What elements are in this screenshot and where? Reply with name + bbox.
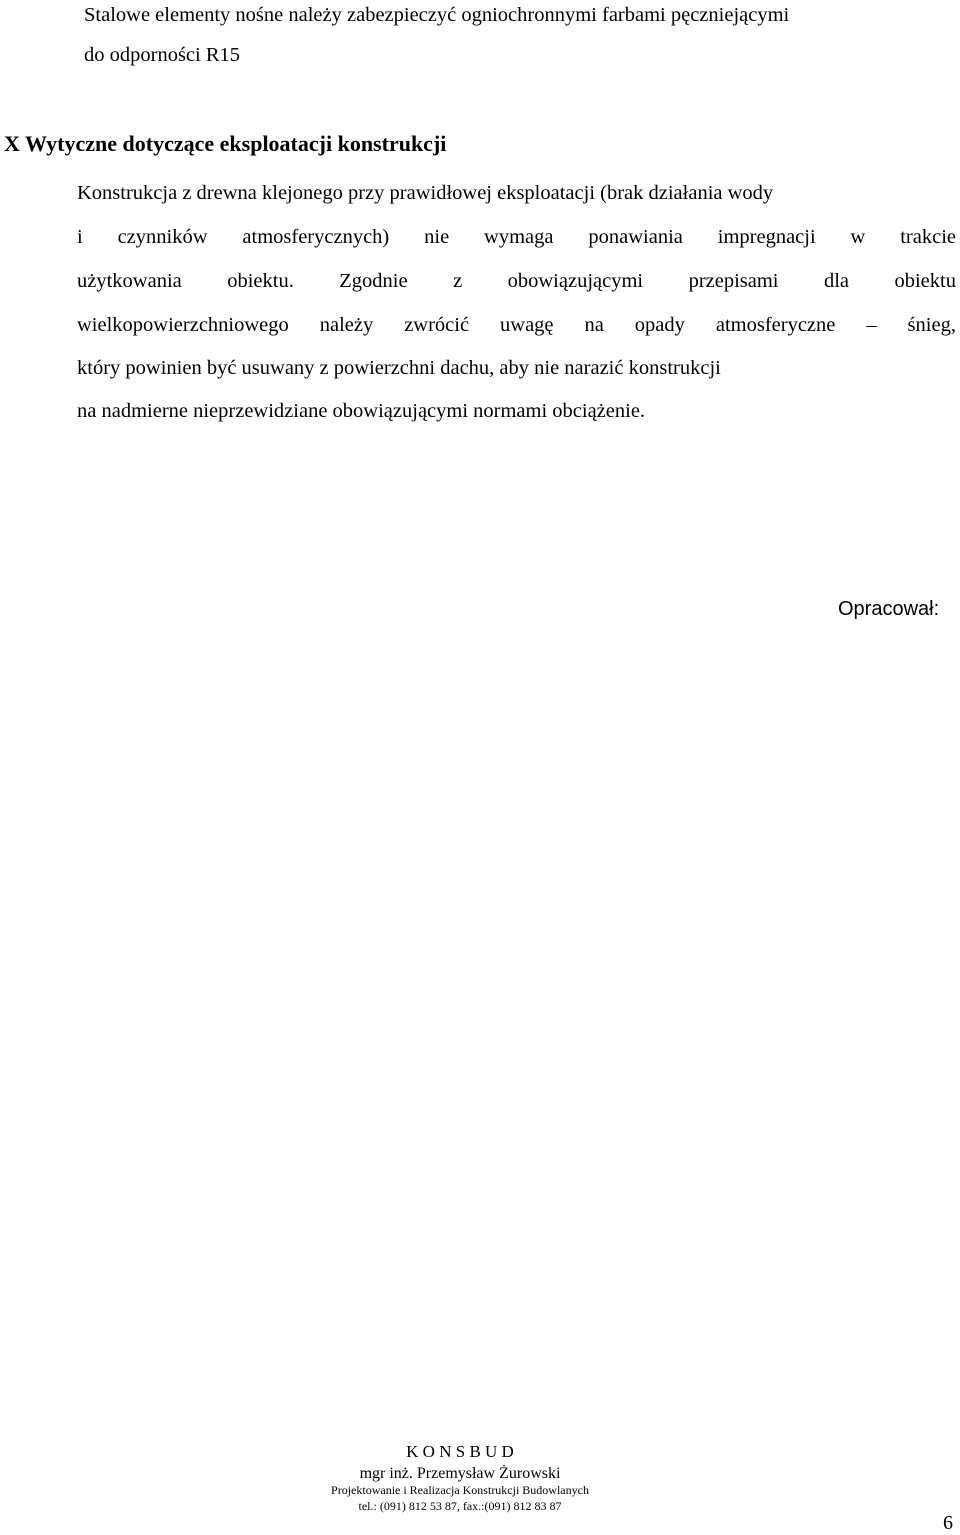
word: i <box>77 226 83 248</box>
word: wielkopowierzchniowego <box>77 314 289 336</box>
word: Zgodnie <box>339 270 408 292</box>
word: atmosferyczne <box>715 314 836 336</box>
paragraph-line-6: na nadmierne nieprzewidziane obowiązującymi normami obciążenie. <box>77 400 646 422</box>
paragraph-line-2 <box>77 225 956 249</box>
footer-description: Projektowanie i Realizacja Konstrukcji Budowlanych <box>331 1483 589 1497</box>
word: atmosferycznych) <box>242 226 390 248</box>
page-number: 6 <box>943 1512 953 1534</box>
signature-label: Opracował: <box>838 598 940 620</box>
word: w <box>850 226 866 248</box>
footer-company: K O N S B U D <box>406 1442 514 1461</box>
word: czynników <box>117 226 208 248</box>
intro-line-1: Stalowe elementy nośne należy zabezpieczyć ogniochronnymi farbami pęczniejącymi <box>84 4 790 26</box>
word: z <box>453 270 463 292</box>
footer-contact: tel.: (091) 812 53 87, fax.:(091) 812 83 87 <box>358 1499 562 1513</box>
section-heading: X Wytyczne dotyczące eksploatacji konstrukcji <box>4 131 447 156</box>
word: obiektu <box>894 270 956 292</box>
word: śnieg, <box>907 314 956 336</box>
word: dla <box>823 270 850 292</box>
word: zwrócić <box>404 314 470 336</box>
word: obiektu. <box>227 270 294 292</box>
paragraph-line-3 <box>77 269 956 293</box>
word: uwagę <box>500 314 554 336</box>
paragraph-line-4 <box>77 313 956 337</box>
intro-line-2: do odporności R15 <box>84 44 241 66</box>
footer-person: mgr inż. Przemysław Żurowski <box>359 1465 561 1482</box>
word: impregnacji <box>717 226 816 248</box>
word: ponawiania <box>588 226 683 248</box>
word: – <box>866 314 877 336</box>
word: przepisami <box>688 270 779 292</box>
word: trakcie <box>900 226 956 248</box>
word: wymaga <box>484 226 554 248</box>
word: użytkowania <box>77 270 182 292</box>
paragraph-line-1: Konstrukcja z drewna klejonego przy prawidłowej eksploatacji (brak działania wody <box>77 182 774 204</box>
word: nie <box>424 226 450 248</box>
paragraph-line-5: który powinien być usuwany z powierzchni dachu, aby nie narazić konstrukcji <box>77 357 721 379</box>
word: należy <box>319 314 374 336</box>
word: obowiązującymi <box>507 270 644 292</box>
word: na <box>584 314 604 336</box>
word: opady <box>634 314 685 336</box>
